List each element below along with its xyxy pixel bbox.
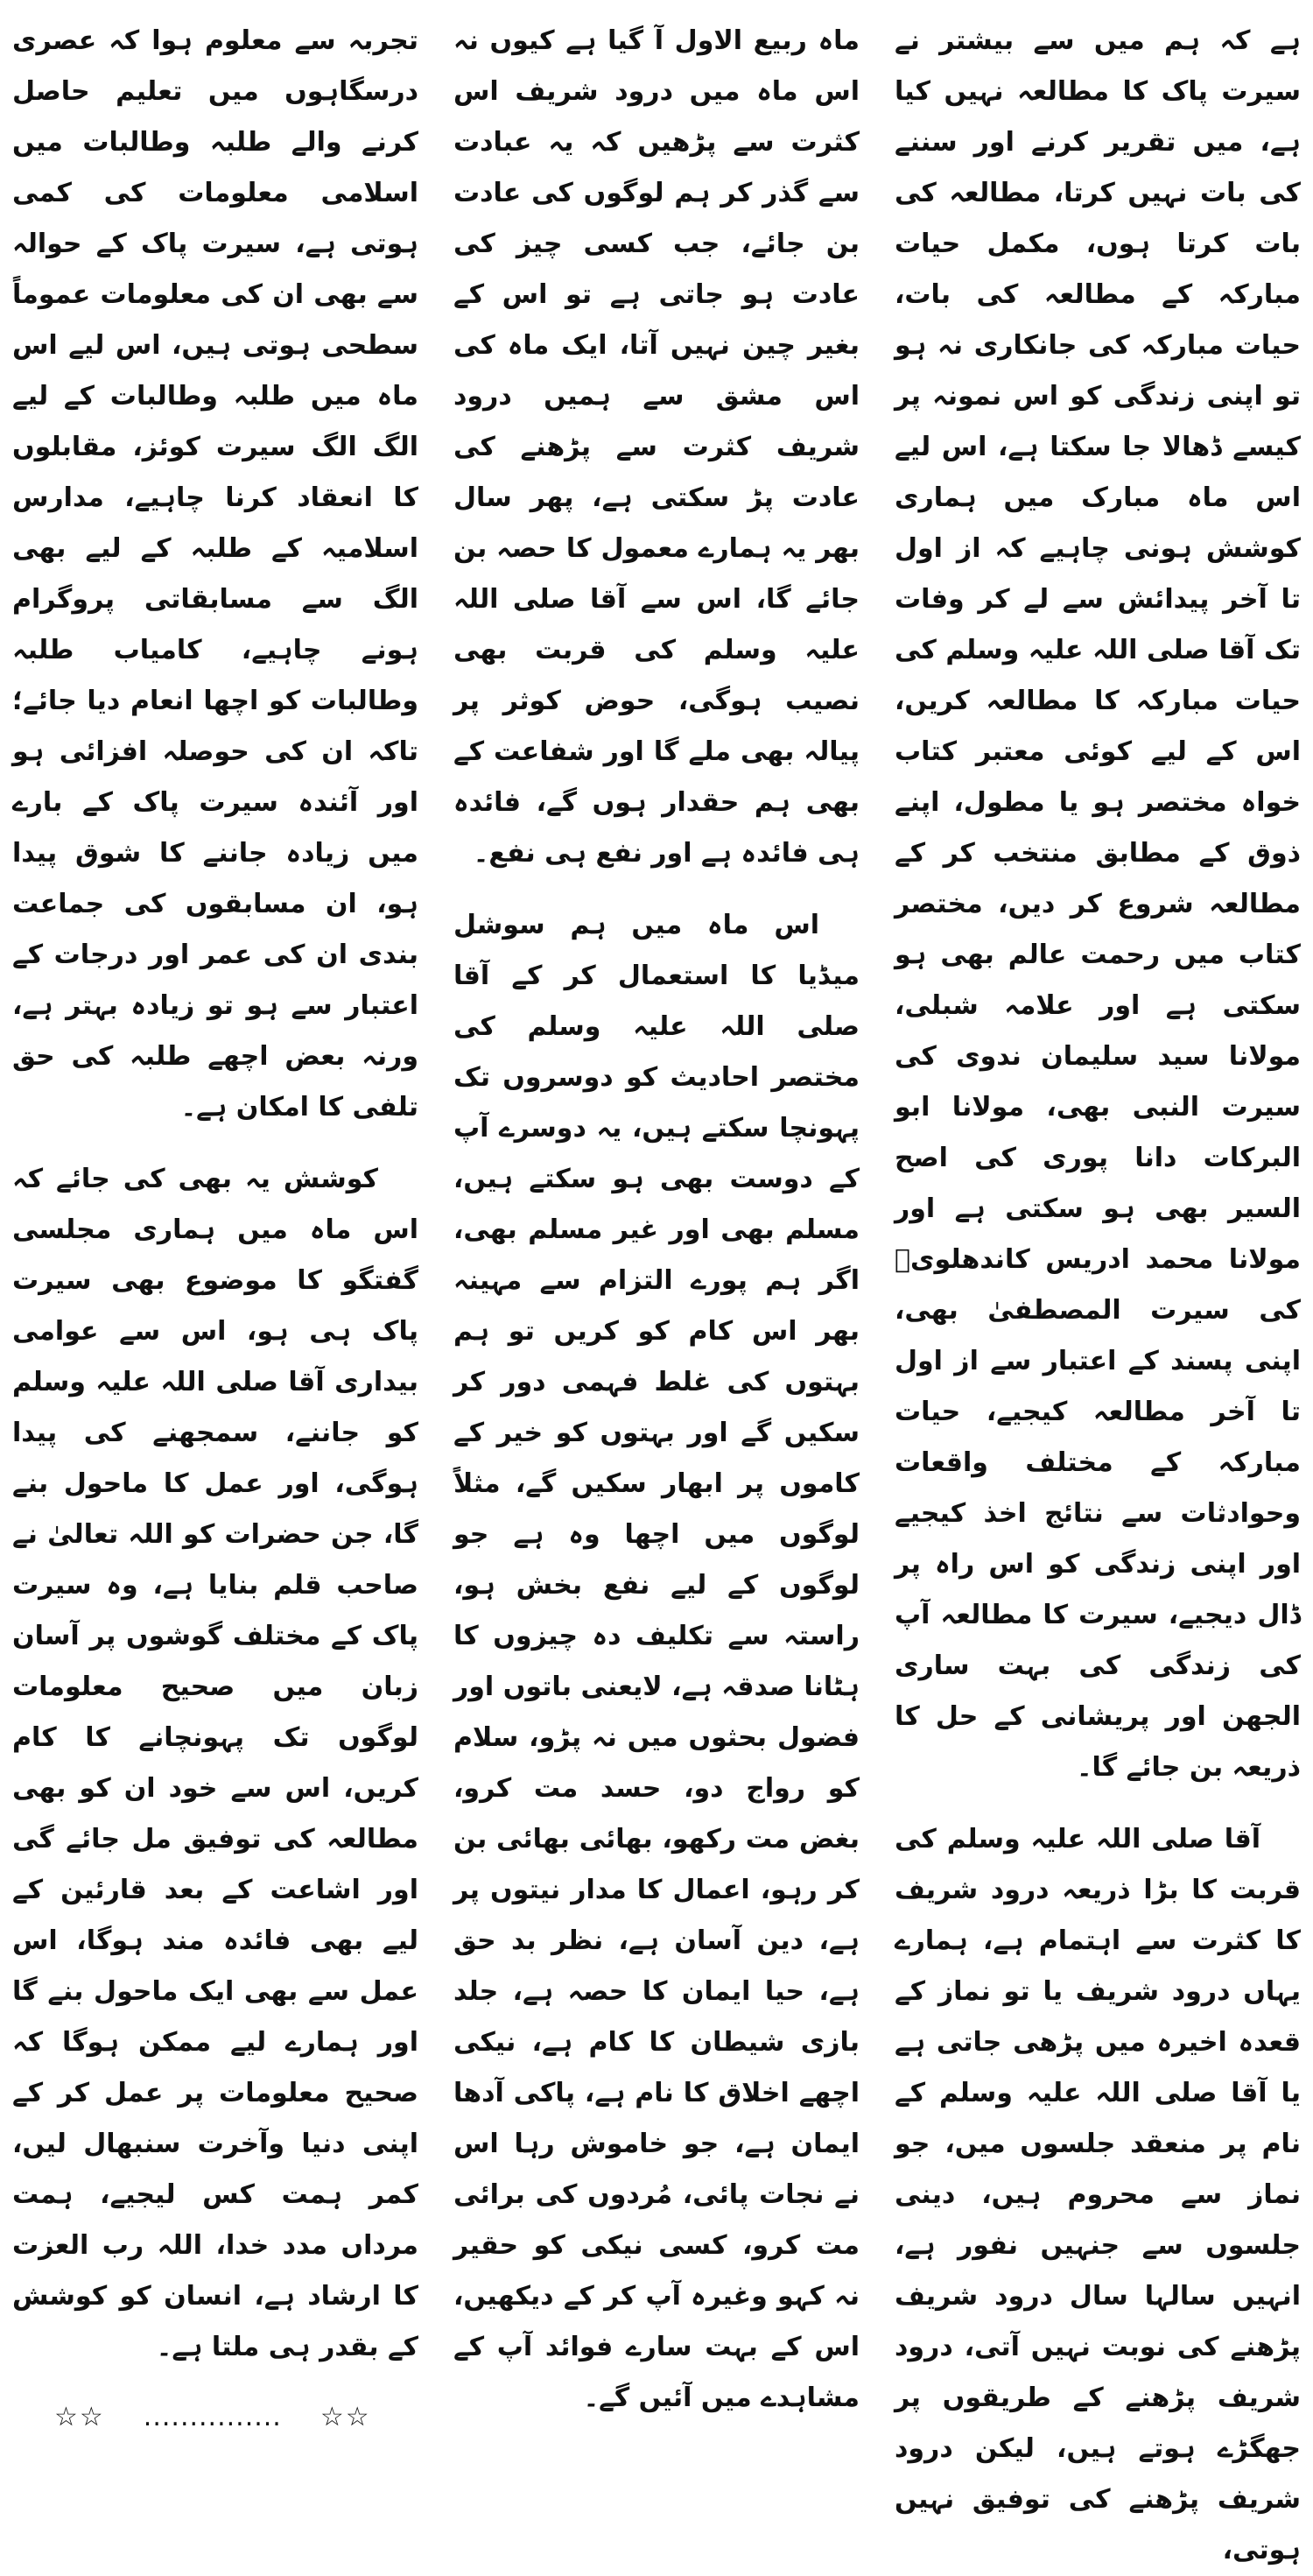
- paragraph-students-quiz: تجربہ سے معلوم ہوا کہ عصری درسگاہوں میں تعلیم حاصل کرنے والے طلبہ وطالبات میں اسلامی معلومات کی کمی ہوتی ہے، سیرت پاک کے حوالہ سے بھی ان کی معلومات عموماً سطحی ہوتی ہیں، اس لیے اس ماہ میں طلبہ وطالبات کے لیے الگ الگ سیرت کوئز، مقابلوں کا انعقاد کرنا چاہیے، مدارس اسلامیہ کے طلبہ کے لیے بھی الگ سے مسابقاتی پروگرام ہونے چاہیے، کامیاب طلبہ وطالبات کو اچھا انعام دیا جائے؛ تاکہ ان کی حوصلہ افزائی ہو اور آئندہ سیرت پاک کے بارے میں زیادہ جاننے کا شوق پیدا ہو، ان مسابقوں کی جماعت بندی ان کی عمر اور درجات کے اعتبار سے ہو تو زیادہ بہتر ہے، ورنہ بعض اچھے طلبہ کی حق تلفی کا امکان ہے۔: [12, 25, 418, 1123]
- end-ornament: [12, 2392, 418, 2443]
- newspaper-page: [12, 16, 1301, 2565]
- paragraph-study-seerah: ہے کہ ہم میں سے بیشتر نے سیرت پاک کا مطالعہ نہیں کیا ہے، میں تقریر کرنے اور سننے کی بات نہیں کرتا، مطالعہ کی بات کرتا ہوں، مکمل حیات مبارکہ کے مطالعہ کی بات، حیات مبارکہ کی جانکاری نہ ہو تو اپنی زندگی کو اس نمونہ پر کیسے ڈھالا جا سکتا ہے، اس لیے اس ماہ مبارک میں ہماری کوشش ہونی چاہیے کہ از اول تا آخر پیدائش سے لے کر وفات تک آقا صلی اللہ علیہ وسلم کی حیات مبارکہ کا مطالعہ کریں، اس کے لیے کوئی معتبر کتاب خواہ مختصر ہو یا مطول، اپنے ذوق کے مطابق منتخب کر کے مطالعہ شروع کر دیں، مختصر کتاب میں رحمت عالم بھی ہو سکتی ہے اور علامہ شبلی، مولانا سید سلیمان ندوی کی سیرت النبی بھی، مولانا ابو البرکات دانا پوری کی اصح السیر بھی ہو سکتی ہے اور مولانا محمد ادریس کاندھلویؒ کی سیرت المصطفیٰ بھی، اپنی پسند کے اعتبار سے از اول تا آخر مطالعہ کیجیے، حیات مبارکہ کے مختلف واقعات وحوادثات سے نتائج اخذ کیجیے اور اپنی زندگی کو اس راہ پر ڈال دیجیے، سیرت کا مطالعہ آپ کی زندگی کی بہت ساری الجھن اور پریشانی کے حل کا ذریعہ بن جائے گا۔: [895, 25, 1301, 1783]
- paragraph-durood-importance: آقا صلی اللہ علیہ وسلم کی قربت کا بڑا ذریعہ درود شریف کا کثرت سے اہتمام ہے، ہمارے یہاں درود شریف یا تو نماز کے قعدہ اخیرہ میں پڑھی جاتی ہے یا آقا صلی اللہ علیہ وسلم کے نام پر منعقد جلسوں میں، جو نماز سے محروم ہیں، دینی جلسوں سے جنہیں نفور ہے، انہیں سالہا سال درود شریف پڑھنے کی نوبت نہیں آتی، درود شریف پڑھنے کے طریقوں پر جھگڑے ہوتے ہیں، لیکن درود شریف پڑھنے کی توفیق نہیں ہوتی،: [895, 1824, 1301, 2565]
- column-right: [895, 16, 1301, 2565]
- star-ornament-left: ☆☆: [54, 2402, 105, 2432]
- dotted-divider: ...............: [143, 2402, 282, 2432]
- column-middle: [453, 16, 860, 2413]
- paragraph-social-media: اس ماہ میں ہم سوشل میڈیا کا استعمال کر کے آقا صلی اللہ علیہ وسلم کی مختصر احادیث کو دوسروں تک پہونچا سکتے ہیں، یہ دوسرے آپ کے دوست بھی ہو سکتے ہیں، مسلم بھی اور غیر مسلم بھی، اگر ہم پورے التزام سے مہینہ بھر اس کام کو کریں تو ہم بہتوں کی غلط فہمی دور کر سکیں گے اور بہتوں کو خیر کے کاموں پر ابھار سکیں گے، مثلاً لوگوں میں اچھا وہ ہے جو لوگوں کے لیے نفع بخش ہو، راستہ سے تکلیف دہ چیزوں کا ہٹانا صدقہ ہے، لایعنی باتوں اور فضول بحثوں میں نہ پڑو، سلام کو رواج دو، حسد مت کرو، بغض مت رکھو، بھائی بھائی بن کر رہو، اعمال کا مدار نیتوں پر ہے، دین آسان ہے، نظر بد حق ہے، حیا ایمان کا حصہ ہے، جلد بازی شیطان کا کام ہے، نیکی اچھے اخلاق کا نام ہے، پاکی آدھا ایمان ہے، جو خاموش رہا اس نے نجات پائی، مُردوں کی برائی مت کرو، کسی نیکی کو حقیر نہ کہو وغیرہ آپ کر کے دیکھیں، اس کے بہت سارے فوائد آپ کے مشاہدے میں آئیں گے۔: [453, 910, 860, 2413]
- star-ornament-right: ☆☆: [319, 2402, 371, 2432]
- column-left: [12, 16, 418, 2432]
- paragraph-durood-habit: ماہ ربیع الاول آ گیا ہے کیوں نہ اس ماہ میں درود شریف اس کثرت سے پڑھیں کہ یہ عبادت سے گذر کر ہم لوگوں کی عادت بن جائے، جب کسی چیز کی عادت ہو جاتی ہے تو اس کے بغیر چین نہیں آتا، ایک ماہ کی اس مشق سے ہمیں درود شریف کثرت سے پڑھنے کی عادت پڑ سکتی ہے، پھر سال بھر یہ ہمارے معمول کا حصہ بن جائے گا، اس سے آقا صلی اللہ علیہ وسلم کی قربت بھی نصیب ہوگی، حوض کوثر پر پیالہ بھی ملے گا اور شفاعت کے بھی ہم حقدار ہوں گے، فائدہ ہی فائدہ ہے اور نفع ہی نفع۔: [453, 25, 860, 869]
- paragraph-gatherings-writing: کوشش یہ بھی کی جائے کہ اس ماہ میں ہماری مجلسی گفتگو کا موضوع بھی سیرت پاک ہی ہو، اس سے عوامی بیداری آقا صلی اللہ علیہ وسلم کو جاننے، سمجھنے کی پیدا ہوگی، اور عمل کا ماحول بنے گا، جن حضرات کو اللہ تعالیٰ نے صاحب قلم بنایا ہے، وہ سیرت پاک کے مختلف گوشوں پر آسان زبان میں صحیح معلومات لوگوں تک پہونچانے کا کام کریں، اس سے خود ان کو بھی مطالعہ کی توفیق مل جائے گی اور اشاعت کے بعد قارئین کے لیے بھی فائدہ مند ہوگا، اس عمل سے بھی ایک ماحول بنے گا اور ہمارے لیے ممکن ہوگا کہ صحیح معلومات پر عمل کر کے اپنی دنیا وآخرت سنبھال لیں، کمر ہمت کس لیجیے، ہمت مرداں مدد خدا، اللہ رب العزت کا ارشاد ہے، انسان کو کوشش کے بقدر ہی ملتا ہے۔: [12, 1164, 418, 2362]
